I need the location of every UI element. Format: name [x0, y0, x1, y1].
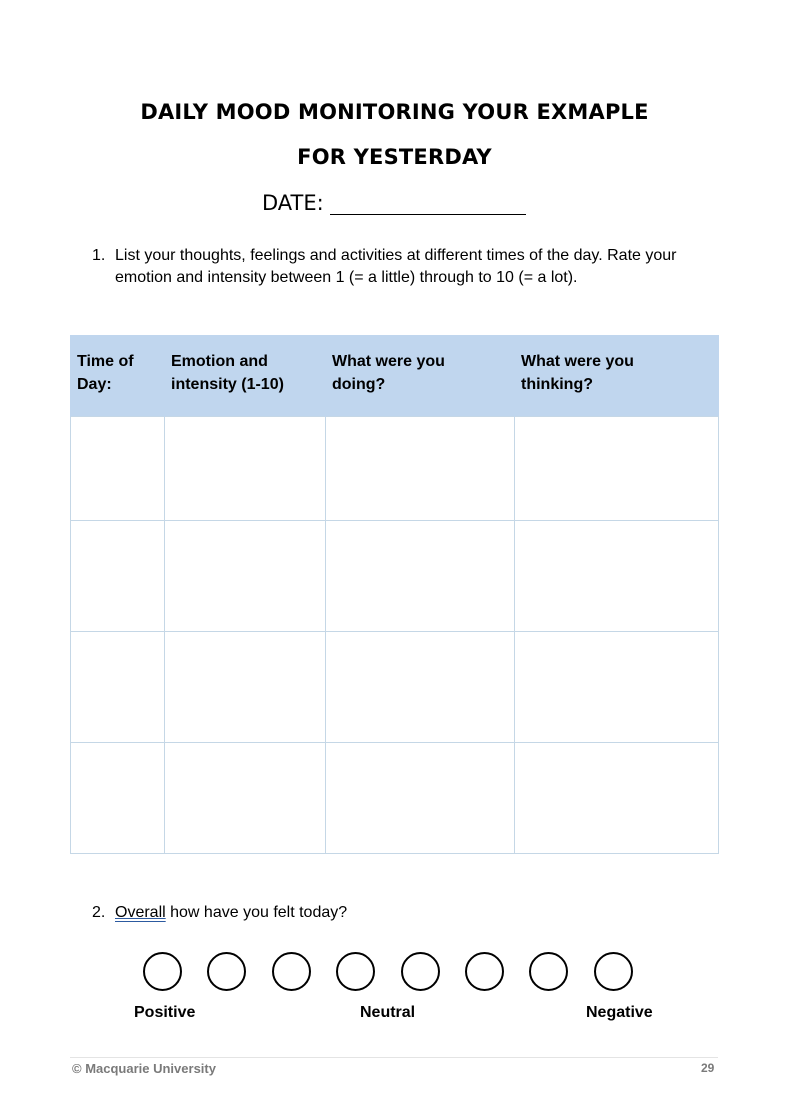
question-2-underlined-word: Overall: [115, 904, 166, 921]
table-row: [71, 632, 719, 743]
header-line: doing?: [332, 376, 386, 393]
table-cell[interactable]: [326, 521, 515, 632]
date-label: DATE:: [262, 191, 324, 215]
question-2-text: how have you felt today?: [165, 904, 348, 921]
scale-option-circle[interactable]: [401, 952, 440, 991]
table-cell[interactable]: [515, 743, 719, 854]
table-row: [71, 417, 719, 521]
scale-label-negative: Negative: [586, 1004, 653, 1021]
worksheet-subtitle: FOR YESTERDAY: [297, 145, 492, 169]
question-1-number: 1.: [92, 247, 106, 264]
table-cell[interactable]: [165, 632, 326, 743]
table-cell[interactable]: [71, 521, 165, 632]
table-cell[interactable]: [165, 743, 326, 854]
table-cell[interactable]: [71, 632, 165, 743]
table-row: [71, 521, 719, 632]
table-cell[interactable]: [326, 417, 515, 521]
header-line: intensity (1-10): [171, 376, 284, 393]
footer-copyright: © Macquarie University: [72, 1061, 216, 1076]
scale-option-circle[interactable]: [143, 952, 182, 991]
mood-table: [70, 335, 719, 854]
scale-option-circle[interactable]: [594, 952, 633, 991]
header-line: Time of: [77, 353, 134, 370]
scale-label-neutral: Neutral: [360, 1004, 416, 1021]
header-line: Emotion and: [171, 353, 268, 370]
scale-option-circle[interactable]: [529, 952, 568, 991]
scale-label-positive: Positive: [134, 1004, 196, 1021]
header-line: What were you: [521, 353, 634, 370]
table-cell[interactable]: [515, 632, 719, 743]
scale-option-circle[interactable]: [336, 952, 375, 991]
worksheet-title: DAILY MOOD MONITORING YOUR EXMAPLE: [140, 100, 649, 124]
question-2-number: 2.: [92, 904, 106, 921]
table-cell[interactable]: [165, 417, 326, 521]
date-field[interactable]: [330, 190, 526, 215]
table-header-row: [71, 335, 719, 417]
footer-divider: [70, 1057, 718, 1058]
scale-option-circle[interactable]: [207, 952, 246, 991]
header-doing: [326, 335, 515, 417]
scale-option-circle[interactable]: [465, 952, 504, 991]
question-1: [92, 245, 702, 289]
header-emotion-intensity: [165, 335, 326, 417]
table-cell[interactable]: [326, 743, 515, 854]
table-cell[interactable]: [165, 521, 326, 632]
table-cell[interactable]: [71, 417, 165, 521]
table-cell[interactable]: [326, 632, 515, 743]
header-line: thinking?: [521, 376, 593, 393]
table-row: [71, 743, 719, 854]
date-row: [262, 190, 526, 215]
question-2: [92, 902, 347, 924]
header-line: Day:: [77, 376, 112, 393]
header-thinking: [515, 335, 719, 417]
page-number: 29: [701, 1061, 715, 1075]
question-1-text: List your thoughts, feelings and activities at different times of the day. Rate your emotion and intensity between 1 (= a little) through to 10 (= a lot).: [115, 247, 677, 286]
table-cell[interactable]: [515, 521, 719, 632]
scale-option-circle[interactable]: [272, 952, 311, 991]
header-time-of-day: [71, 335, 165, 417]
table-cell[interactable]: [515, 417, 719, 521]
header-line: What were you: [332, 353, 445, 370]
table-cell[interactable]: [71, 743, 165, 854]
